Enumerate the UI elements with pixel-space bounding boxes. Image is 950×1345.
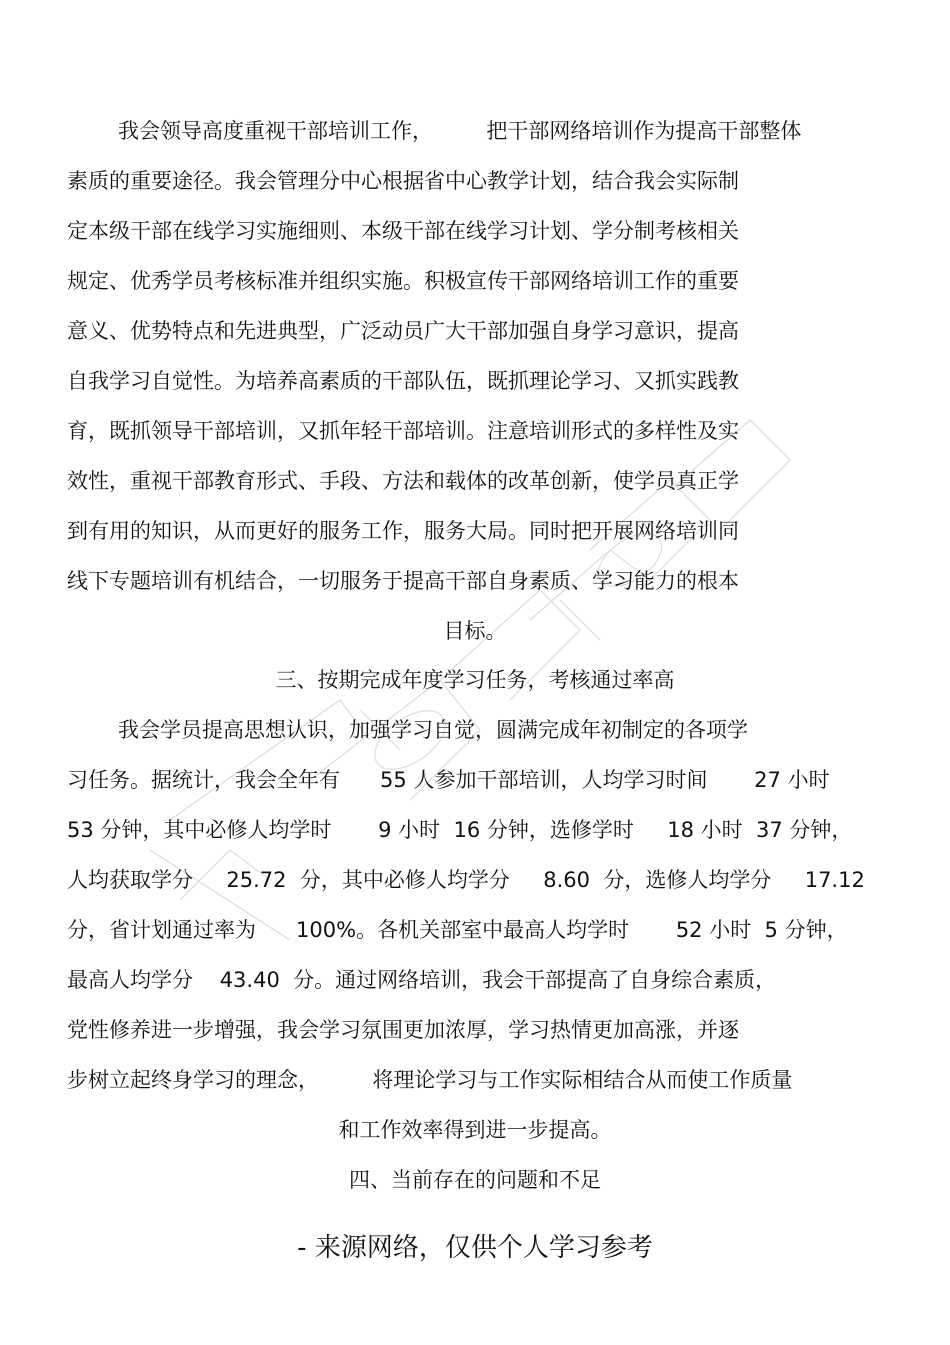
paragraph2-line-8: 步树立起终身学习的理念， 将理论学习与工作实际相结合从而使工作质量 (67, 1068, 793, 1092)
paragraph1-line-3: 定本级干部在线学习实施细则、本级干部在线学习计划、学分制考核相关 (67, 219, 739, 243)
watermark-graphic (110, 380, 870, 940)
paragraph2-line-6: 最高人均学分 43.40 分。通过网络培训，我会干部提高了自身综合素质， (67, 968, 777, 992)
paragraph1-line-8: 效性，重视干部教育形式、手段、方法和载体的改革创新，使学员真正学 (67, 469, 739, 493)
paragraph2-line-5: 分，省计划通过率为 100%。各机关部室中最高人均学时 52 小时 5 分钟， (67, 918, 848, 942)
paragraph1-line-4: 规定、优秀学员考核标准并组织实施。积极宣传干部网络培训工作的重要 (67, 269, 739, 293)
paragraph2-line-7: 党性修养进一步增强，我会学习氛围更加浓厚，学习热情更加高涨，并逐 (67, 1018, 739, 1042)
paragraph2-end: 和工作效率得到进一步提高。 (338, 1118, 612, 1142)
paragraph2-line-2: 习任务。据统计，我会全年有 55 人参加干部培训，人均学习时间 27 小时 (67, 768, 830, 792)
paragraph1-line-6: 自我学习自觉性。为培养高素质的干部队伍，既抓理论学习、又抓实践教 (67, 369, 739, 393)
paragraph1-line-2: 素质的重要途径。我会管理分中心根据省中心教学计划，结合我会实际制 (67, 169, 739, 193)
paragraph1-line-9: 到有用的知识，从而更好的服务工作，服务大局。同时把开展网络培训同 (67, 519, 739, 543)
paragraph1-end: 目标。 (443, 619, 507, 643)
footer-note: - 来源网络，仅供个人学习参考 (297, 1233, 653, 1263)
paragraph2-line-1: 我会学员提高思想认识，加强学习自觉，圆满完成年初制定的各项学 (118, 718, 748, 742)
paragraph1-line-5: 意义、优势特点和先进典型，广泛动员广大干部加强自身学习意识，提高 (67, 319, 739, 343)
paragraph2-line-4: 人均获取学分 25.72 分，其中必修人均学分 8.60 分，选修人均学分 17.12 (67, 868, 865, 892)
paragraph1-line-10: 线下专题培训有机结合，一切服务于提高干部自身素质、学习能力的根本 (67, 569, 739, 593)
paragraph1-line-7: 育，既抓领导干部培训，又抓年轻干部培训。注意培训形式的多样性及实 (67, 419, 739, 443)
paragraph2-line-3: 53 分钟，其中必修人均学时 9 小时 16 分钟，选修学时 18 小时 37 分钟， (67, 818, 853, 842)
paragraph1-line-1: 我会领导高度重视干部培训工作， 把干部网络培训作为提高干部整体 (118, 119, 802, 143)
section-heading-3: 三、按期完成年度学习任务，考核通过率高 (275, 668, 675, 692)
section-heading-4: 四、当前存在的问题和不足 (349, 1168, 601, 1192)
